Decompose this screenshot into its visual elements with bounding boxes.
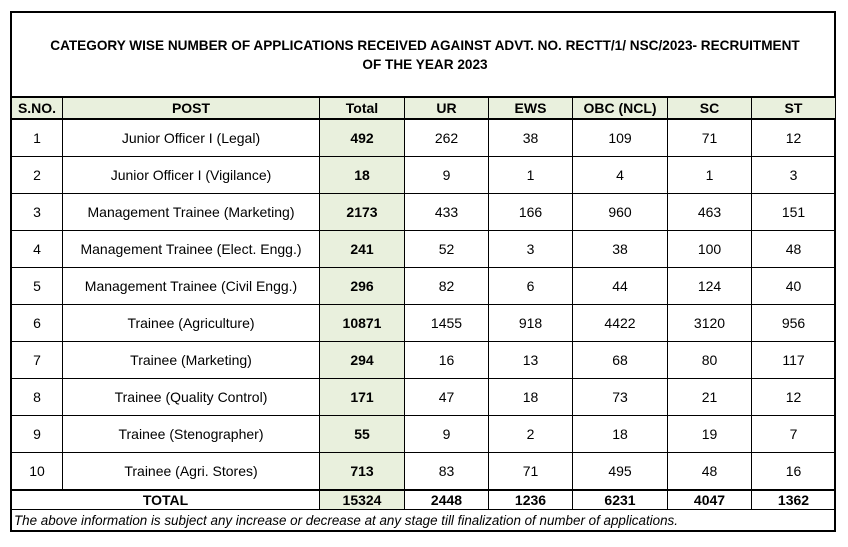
cell-sc: 48 [668,453,752,491]
cell-sc: 124 [668,268,752,305]
cell-sno: 10 [12,453,63,491]
cell-total: 492 [320,119,405,157]
cell-ews: 166 [489,194,573,231]
cell-total: 294 [320,342,405,379]
cell-obc: 4 [573,157,668,194]
cell-st: 7 [752,416,836,453]
cell-ews: 1 [489,157,573,194]
totals-st: 1362 [752,490,836,510]
cell-sc: 3120 [668,305,752,342]
cell-st: 956 [752,305,836,342]
col-header-post: POST [63,97,320,119]
totals-row [12,490,836,510]
cell-sno: 3 [12,194,63,231]
cell-ur: 9 [405,157,489,194]
cell-ur: 16 [405,342,489,379]
footnote: The above information is subject any increase or decrease at any stage till finalization of number of applications. [14,513,678,528]
cell-obc: 18 [573,416,668,453]
cell-sno: 4 [12,231,63,268]
cell-sno: 1 [12,119,63,157]
cell-sno: 5 [12,268,63,305]
cell-post: Trainee (Quality Control) [63,379,320,416]
table-row [12,194,836,231]
cell-ews: 71 [489,453,573,491]
cell-post: Junior Officer I (Legal) [63,119,320,157]
cell-ur: 83 [405,453,489,491]
cell-total: 713 [320,453,405,491]
cell-post: Trainee (Agri. Stores) [63,453,320,491]
cell-ews: 3 [489,231,573,268]
cell-st: 40 [752,268,836,305]
totals-ur: 2448 [405,490,489,510]
cell-st: 48 [752,231,836,268]
title-line-2: OF THE YEAR 2023 [362,56,488,72]
totals-sc: 4047 [668,490,752,510]
cell-total: 55 [320,416,405,453]
cell-sc: 463 [668,194,752,231]
cell-post: Management Trainee (Marketing) [63,194,320,231]
table-row [12,453,836,491]
cell-sc: 1 [668,157,752,194]
table-row [12,379,836,416]
table-title [12,13,834,96]
cell-post: Junior Officer I (Vigilance) [63,157,320,194]
cell-obc: 38 [573,231,668,268]
cell-post: Trainee (Stenographer) [63,416,320,453]
cell-ews: 6 [489,268,573,305]
cell-ews: 18 [489,379,573,416]
table-row [12,342,836,379]
totals-obc: 6231 [573,490,668,510]
cell-total: 10871 [320,305,405,342]
cell-obc: 495 [573,453,668,491]
col-header-st: ST [752,97,836,119]
cell-sc: 80 [668,342,752,379]
cell-obc: 68 [573,342,668,379]
totals-label: TOTAL [12,490,320,510]
cell-sno: 7 [12,342,63,379]
cell-total: 241 [320,231,405,268]
col-header-ews: EWS [489,97,573,119]
col-header-sc: SC [668,97,752,119]
cell-st: 3 [752,157,836,194]
totals-ews: 1236 [489,490,573,510]
cell-sno: 9 [12,416,63,453]
cell-post: Trainee (Marketing) [63,342,320,379]
cell-ews: 13 [489,342,573,379]
cell-ur: 9 [405,416,489,453]
table-row [12,231,836,268]
cell-obc: 73 [573,379,668,416]
cell-post: Trainee (Agriculture) [63,305,320,342]
cell-ews: 38 [489,119,573,157]
cell-sno: 8 [12,379,63,416]
cell-sno: 6 [12,305,63,342]
cell-ur: 262 [405,119,489,157]
cell-total: 2173 [320,194,405,231]
cell-ews: 2 [489,416,573,453]
cell-obc: 4422 [573,305,668,342]
cell-sc: 100 [668,231,752,268]
cell-ur: 433 [405,194,489,231]
cell-st: 12 [752,119,836,157]
cell-ur: 47 [405,379,489,416]
cell-total: 296 [320,268,405,305]
cell-post: Management Trainee (Elect. Engg.) [63,231,320,268]
cell-sno: 2 [12,157,63,194]
totals-total: 15324 [320,490,405,510]
cell-st: 151 [752,194,836,231]
col-header-obc: OBC (NCL) [573,97,668,119]
cell-ews: 918 [489,305,573,342]
cell-obc: 109 [573,119,668,157]
col-header-ur: UR [405,97,489,119]
cell-sc: 21 [668,379,752,416]
header-row [12,97,836,119]
cell-sc: 71 [668,119,752,157]
applications-table [11,96,836,510]
cell-ur: 1455 [405,305,489,342]
col-header-total: Total [320,97,405,119]
cell-post: Management Trainee (Civil Engg.) [63,268,320,305]
cell-obc: 960 [573,194,668,231]
table-row [12,119,836,157]
cell-sc: 19 [668,416,752,453]
table-row [12,416,836,453]
col-header-sno: S.NO. [12,97,63,119]
title-line-1: CATEGORY WISE NUMBER OF APPLICATIONS RECEIVED AGAINST ADVT. NO. RECTT/1/ NSC/2023- RECRUITMENT [50,37,800,53]
cell-st: 16 [752,453,836,491]
cell-ur: 82 [405,268,489,305]
cell-st: 117 [752,342,836,379]
cell-total: 171 [320,379,405,416]
cell-total: 18 [320,157,405,194]
cell-st: 12 [752,379,836,416]
table-row [12,305,836,342]
cell-obc: 44 [573,268,668,305]
table-row [12,157,836,194]
table-row [12,268,836,305]
cell-ur: 52 [405,231,489,268]
